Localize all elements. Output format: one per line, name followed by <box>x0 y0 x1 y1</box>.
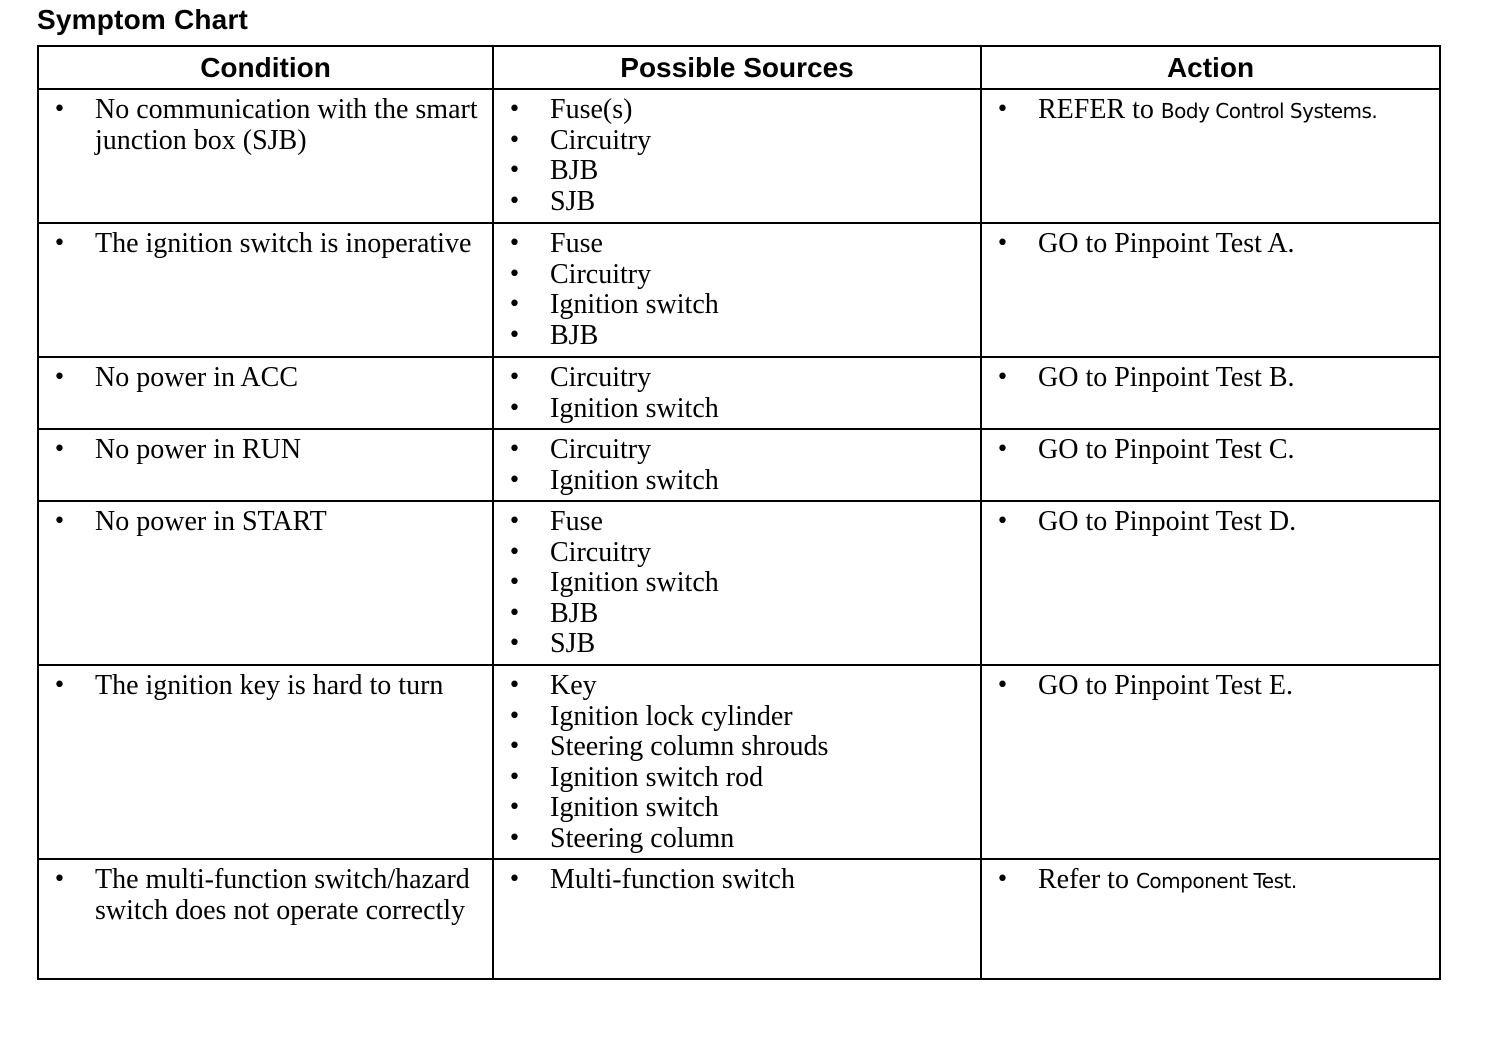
possible-sources-header: Possible Sources <box>493 46 981 89</box>
source-item: • Fuse(s) <box>502 95 972 126</box>
action-item <box>990 435 1431 466</box>
condition-text: • The multi-function switch/hazard switch does not operate correctly <box>47 865 484 926</box>
action-cell <box>981 859 1440 979</box>
source-item: • Circuitry <box>502 126 972 157</box>
action-item <box>990 95 1431 127</box>
action-text: REFER to <box>1038 94 1154 125</box>
source-item: • BJB <box>502 599 972 630</box>
condition-text: • The ignition switch is inoperative <box>47 229 484 260</box>
table-row <box>38 859 1440 979</box>
action-cell <box>981 89 1440 223</box>
source-item: • Ignition switch <box>502 290 972 321</box>
action-text: GO to Pinpoint Test B. <box>1038 362 1295 393</box>
action-text: GO to Pinpoint Test A. <box>1038 228 1295 259</box>
possible-sources-cell <box>493 357 981 429</box>
table-header-row <box>38 46 1440 89</box>
action-reference-link[interactable]: Body Control Systems. <box>1160 99 1378 123</box>
action-item <box>990 865 1431 897</box>
action-cell <box>981 501 1440 665</box>
source-item: • Ignition switch <box>502 394 972 425</box>
condition-cell <box>38 501 493 665</box>
possible-sources-cell <box>493 223 981 357</box>
table-row <box>38 357 1440 429</box>
possible-sources-cell <box>493 429 981 501</box>
action-item <box>990 229 1431 260</box>
source-item: • Steering column shrouds <box>502 732 972 763</box>
source-item: • Multi-function switch <box>502 865 972 896</box>
source-item: • SJB <box>502 629 972 660</box>
condition-cell <box>38 859 493 979</box>
source-item: • Ignition switch rod <box>502 763 972 794</box>
source-item: • Fuse <box>502 507 972 538</box>
action-text: GO to Pinpoint Test C. <box>1038 434 1295 465</box>
source-item: • BJB <box>502 156 972 187</box>
source-item: • Circuitry <box>502 538 972 569</box>
table-row <box>38 429 1440 501</box>
possible-sources-cell <box>493 665 981 859</box>
table-row <box>38 501 1440 665</box>
condition-text: • No communication with the smart junction box (SJB) <box>47 95 484 156</box>
source-item: • Ignition lock cylinder <box>502 702 972 733</box>
source-item: • Key <box>502 671 972 702</box>
source-item: • Circuitry <box>502 435 972 466</box>
action-text: GO to Pinpoint Test E. <box>1038 670 1293 701</box>
condition-cell <box>38 429 493 501</box>
table-row <box>38 223 1440 357</box>
source-item: • Ignition switch <box>502 466 972 497</box>
action-item <box>990 363 1431 394</box>
condition-text: • No power in ACC <box>47 363 484 394</box>
possible-sources-cell <box>493 859 981 979</box>
condition-header: Condition <box>38 46 493 89</box>
source-item: • Ignition switch <box>502 568 972 599</box>
source-item: • Circuitry <box>502 260 972 291</box>
condition-cell <box>38 223 493 357</box>
source-item: • Fuse <box>502 229 972 260</box>
condition-text: • No power in START <box>47 507 484 538</box>
source-item: • SJB <box>502 187 972 218</box>
action-cell <box>981 223 1440 357</box>
action-text: GO to Pinpoint Test D. <box>1038 506 1297 537</box>
source-item: • BJB <box>502 321 972 352</box>
action-item <box>990 671 1431 702</box>
action-text: Refer to <box>1038 864 1129 895</box>
action-item <box>990 507 1431 538</box>
table-row <box>38 89 1440 223</box>
condition-text: • No power in RUN <box>47 435 484 466</box>
page-title: Symptom Chart <box>37 4 249 35</box>
action-cell <box>981 429 1440 501</box>
table-body <box>38 89 1440 979</box>
action-cell <box>981 665 1440 859</box>
action-header: Action <box>981 46 1440 89</box>
source-item: • Ignition switch <box>502 793 972 824</box>
source-item: • Steering column <box>502 824 972 855</box>
action-cell <box>981 357 1440 429</box>
action-reference-link[interactable]: Component Test. <box>1135 869 1297 893</box>
source-item: • Circuitry <box>502 363 972 394</box>
possible-sources-cell <box>493 501 981 665</box>
table-row <box>38 665 1440 859</box>
condition-cell <box>38 357 493 429</box>
condition-cell <box>38 665 493 859</box>
condition-cell <box>38 89 493 223</box>
condition-text: • The ignition key is hard to turn <box>47 671 484 702</box>
symptom-chart-table <box>37 45 1441 980</box>
possible-sources-cell <box>493 89 981 223</box>
